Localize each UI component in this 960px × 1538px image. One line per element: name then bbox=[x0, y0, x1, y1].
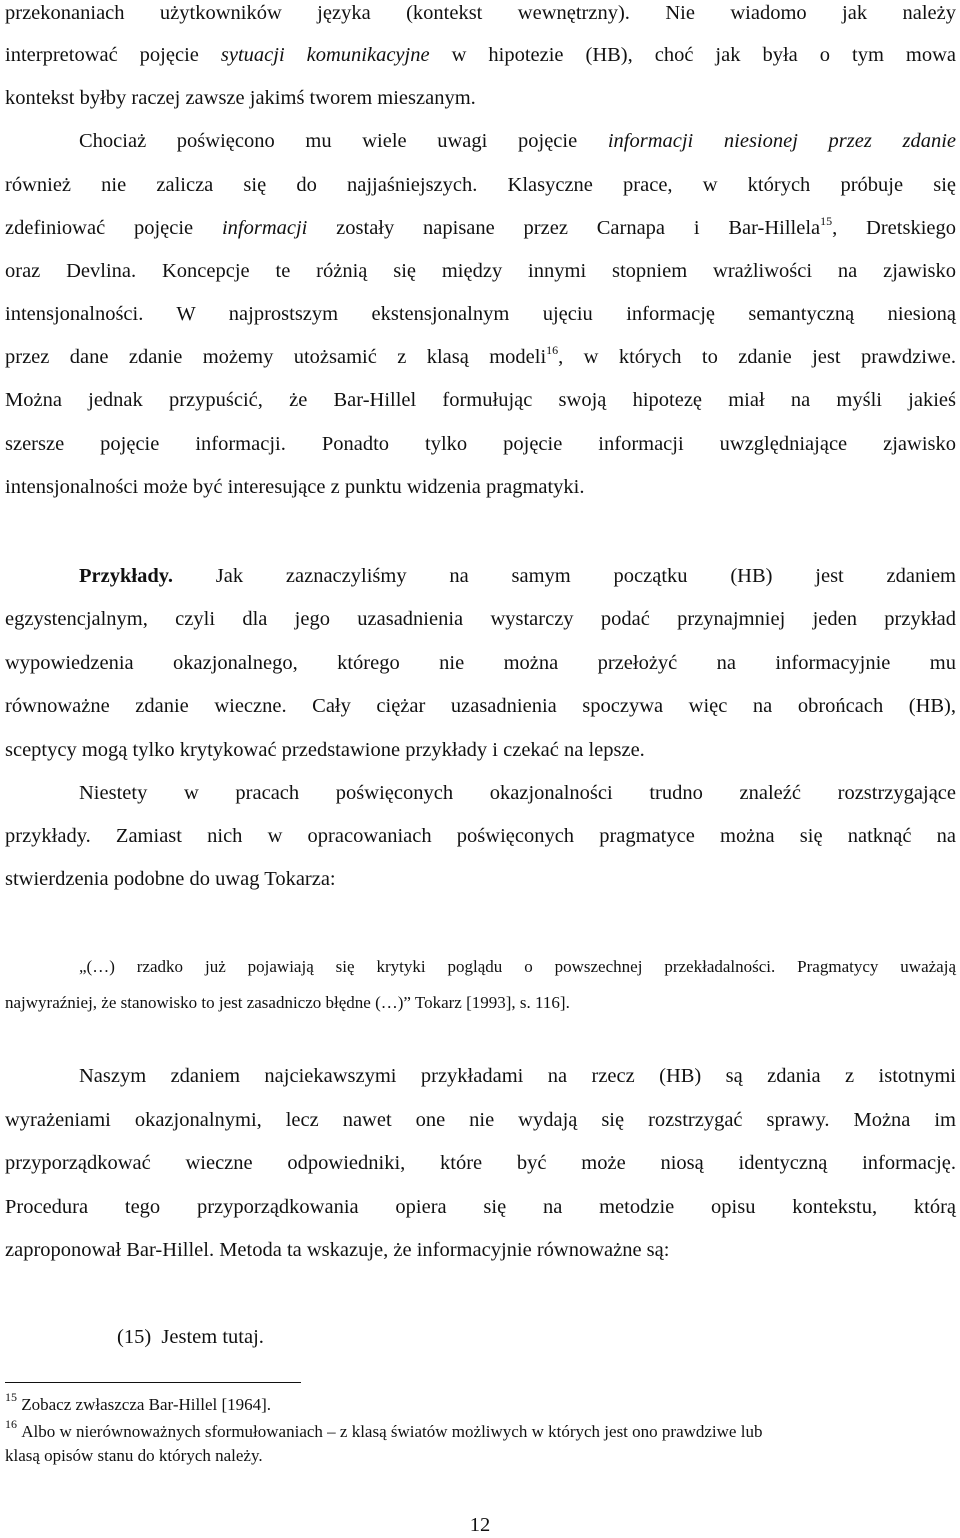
italic-term: informacji niesionej przez zdanie bbox=[607, 130, 957, 152]
section-heading: Przykłady. bbox=[79, 565, 173, 587]
footnote-15 bbox=[5, 1392, 956, 1418]
quotation-line: „(…) rzadko już pojawiają się krytyki poglądu o powszechnej przekładalności. Pragmatycy uważają bbox=[79, 957, 956, 976]
footnote-marker: 16 bbox=[5, 1417, 17, 1431]
body-text-line: oraz Devlina. Koncepcje te różnią się między innymi stopniem wrażliwości na zjawisko bbox=[5, 260, 956, 282]
body-text-line: intensjonalności. W najprostszym ekstensjonalnym ujęciu informację semantyczną niesioną bbox=[5, 303, 956, 325]
body-text-line: przekonaniach użytkowników języka (kontekst wewnętrzny). Nie wiadomo jak należy bbox=[5, 2, 956, 24]
footnote-text: Zobacz zwłaszcza Bar-Hillel [1964]. bbox=[21, 1395, 272, 1414]
body-text-line bbox=[5, 215, 956, 241]
body-text-line: Procedura tego przyporządkowania opiera się na metodzie opisu kontekstu, którą bbox=[5, 1196, 956, 1218]
text-run: Chociaż poświęcono mu wiele uwagi pojęcie bbox=[79, 130, 608, 152]
body-text-line: Można jednak przypuścić, że Bar-Hillel formułując swoją hipotezę miał na myśli jakieś bbox=[5, 389, 956, 411]
example-number: (15) bbox=[117, 1326, 152, 1348]
text-run: zostały napisane przez Carnapa i Bar-Hillela bbox=[307, 217, 821, 239]
body-text-line: stwierdzenia podobne do uwag Tokarza: bbox=[5, 868, 336, 890]
footnote-marker: 15 bbox=[5, 1390, 17, 1404]
italic-term: informacji bbox=[221, 217, 308, 239]
body-text-line: przykłady. Zamiast nich w opracowaniach poświęconych pragmatyce można się natknąć na bbox=[5, 825, 956, 847]
body-text-line: również nie zalicza się do najjaśniejszych. Klasyczne prace, w których próbuje się bbox=[5, 174, 956, 196]
body-text-line: szersze pojęcie informacji. Ponadto tylko pojęcie informacji uwzględniające zjawisko bbox=[5, 433, 956, 455]
page-number: 12 bbox=[469, 1514, 491, 1536]
example-sentence bbox=[117, 1324, 417, 1350]
example-text: Jestem tutaj. bbox=[161, 1326, 264, 1348]
body-text-line bbox=[5, 42, 956, 68]
footnote-separator bbox=[5, 1382, 301, 1383]
text-run: interpretować pojęcie bbox=[5, 44, 221, 66]
text-run: w hipotezie (HB), choć jak była o tym mowa bbox=[429, 44, 956, 66]
body-text-line bbox=[79, 128, 956, 154]
body-text-line bbox=[79, 563, 956, 589]
body-text-line: egzystencjalnym, czyli dla jego uzasadnienia wystarczy podać przynajmniej jeden przykład bbox=[5, 608, 956, 630]
footnote-reference: 16 bbox=[546, 343, 559, 357]
body-text-line: wypowiedzenia okazjonalnego, którego nie można przełożyć na informacyjnie mu bbox=[5, 652, 956, 674]
body-text-line: intensjonalności może być interesujące z punktu widzenia pragmatyki. bbox=[5, 476, 585, 498]
footnote-16-continuation: klasą opisów stanu do których należy. bbox=[5, 1446, 263, 1465]
text-run: przez dane zdanie możemy utożsamić z klasą modeli bbox=[5, 346, 547, 368]
body-text-line: zaproponował Bar-Hillel. Metoda ta wskazuje, że informacyjnie równoważne są: bbox=[5, 1239, 670, 1261]
body-text-line bbox=[5, 344, 956, 370]
footnote-text: Albo w nierównoważnych sformułowaniach – z klasą światów możliwych w których jest ono prawdziwe lub bbox=[21, 1422, 763, 1441]
body-text-line: wyrażeniami okazjonalnymi, lecz nawet one nie wydają się rozstrzygać sprawy. Można im bbox=[5, 1109, 956, 1131]
text-run: , w których to zdanie jest prawdziwe. bbox=[558, 346, 957, 368]
text-run: zdefiniować pojęcie bbox=[5, 217, 222, 239]
footnote-reference: 15 bbox=[820, 214, 833, 228]
quotation-line: najwyraźniej, że stanowisko to jest zasadniczo błędne (…)” Tokarz [1993], s. 116]. bbox=[5, 993, 570, 1012]
body-text-line: Niestety w pracach poświęconych okazjonalności trudno znaleźć rozstrzygające bbox=[79, 782, 956, 804]
body-text-line: sceptycy mogą tylko krytykować przedstawione przykłady i czekać na lepsze. bbox=[5, 739, 645, 761]
body-text-line: przyporządkować wieczne odpowiedniki, które być może niosą identyczną informację. bbox=[5, 1152, 956, 1174]
body-text-line: równoważne zdanie wieczne. Cały ciężar uzasadnienia spoczywa więc na obrońcach (HB), bbox=[5, 695, 956, 717]
footnote-16 bbox=[5, 1419, 956, 1445]
body-text-line: Naszym zdaniem najciekawszymi przykładami na rzecz (HB) są zdania z istotnymi bbox=[79, 1065, 956, 1087]
body-text-line: kontekst byłby raczej zawsze jakimś tworem mieszanym. bbox=[5, 87, 476, 109]
text-run: Jak zaznaczyliśmy na samym początku (HB) jest zdaniem bbox=[172, 565, 956, 587]
text-run: , Dretskiego bbox=[832, 217, 956, 239]
italic-term: sytuacji komunikacyjne bbox=[220, 44, 430, 66]
